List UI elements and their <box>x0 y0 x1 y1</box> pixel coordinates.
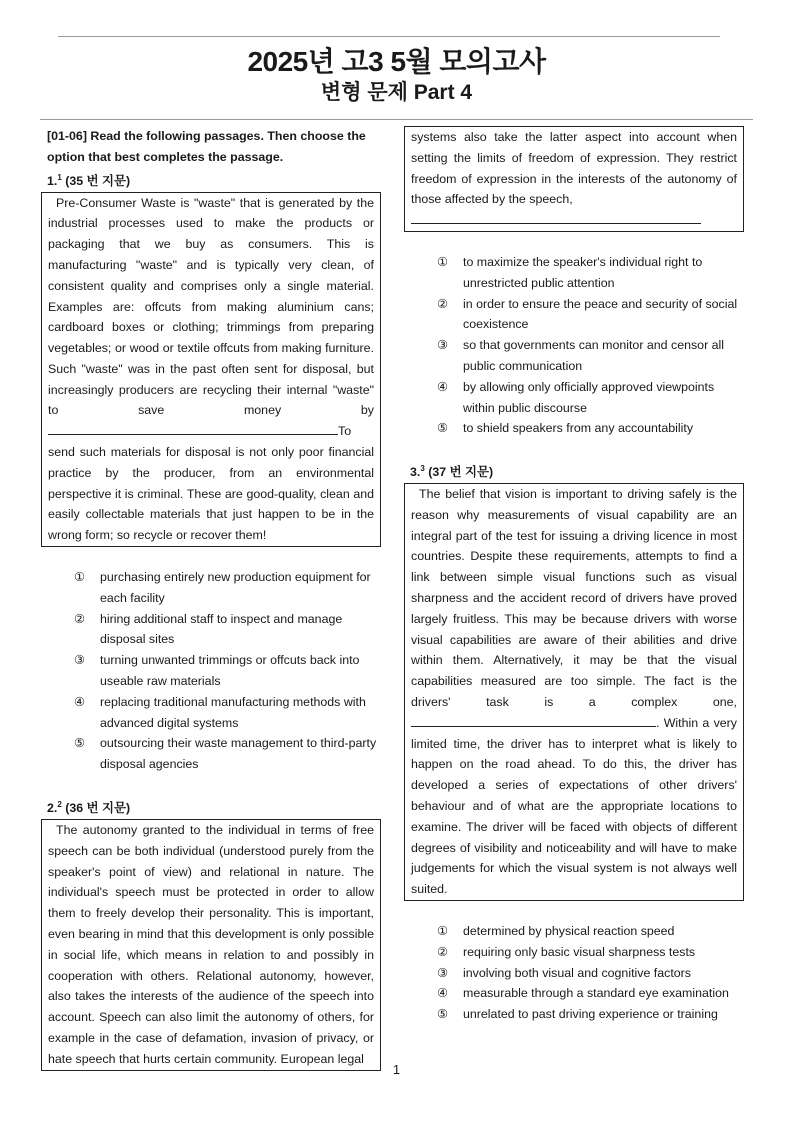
right-column <box>410 126 744 1025</box>
option-number: ⑤ <box>437 421 449 436</box>
question-1-heading <box>47 168 381 192</box>
option-text: measurable through a standard eye examination <box>463 986 729 1001</box>
option-number: ② <box>74 611 86 626</box>
option-text: unrelated to past driving experience or training <box>463 1007 718 1022</box>
answer-blank <box>48 421 338 435</box>
option-item[interactable] <box>410 377 744 419</box>
passage-text: The belief that vision is important to driving safely is the reason why measurements of visual capability are an integral part of the test for issuing a driving licence in most countries. Despite these requirements, attempts to find a link between simple visual functions such as visual sharpness and the accident record of drivers have proved largely fruitless. This may be because drivers with worse visual capabilities are aware of their abilities and drive within them. Alternatively, it may be that the visual capabilities measured are too simple. The fact is the drivers' task is a complex one, <box>411 487 737 710</box>
option-item[interactable] <box>410 921 744 942</box>
option-text: in order to ensure the peace and security of social coexistence <box>463 296 738 332</box>
option-number: ① <box>437 924 449 939</box>
question-2-passage-part-2 <box>404 126 744 232</box>
answer-blank <box>411 210 701 224</box>
passage-text: Pre-Consumer Waste is "waste" that is generated by the industrial processes used to make the products or packaging that we buy as consumers. This is manufacturing "waste" and is typically very clean, of consistent quality and comprises only a single material. Examples are: offcuts from making aluminium cans; cardboard boxes or clothing; trimmings from preparing vegetables; or wood or textile offcuts from making furniture. Such "waste" was in the past often sent for disposal, but increasingly producers are recycling their internal "waste" to save money by <box>48 195 374 418</box>
option-number: ① <box>437 254 449 269</box>
option-item[interactable] <box>410 1004 744 1025</box>
option-number: ④ <box>437 379 449 394</box>
question-3-heading <box>410 459 744 483</box>
option-text: requiring only basic visual sharpness tests <box>463 944 696 959</box>
question-number: 1. <box>47 173 58 188</box>
passage-text: The autonomy granted to the individual in terms of free speech can be both individual (understood purely from the speaker's point of view) and relational in nature. The individual's speech must be protected in order to allow them to freely develop their personality. This is important, even bearing in mind that this development is only possible in social life, which means in relation to and possibly in cooperation with others. Relational autonomy, however, also takes the interests of the audience of the speech into account. Speech can also limit the autonomy of others, for example in the case of defamation, invasion of privacy, or hate speech that hurts certain community. European legal <box>48 822 374 1066</box>
option-item[interactable] <box>410 252 744 294</box>
page-number: 1 <box>392 1062 401 1077</box>
option-number: ③ <box>437 965 449 980</box>
option-item[interactable] <box>410 963 744 984</box>
option-number: ① <box>74 570 86 585</box>
option-item[interactable] <box>410 418 744 439</box>
option-item[interactable] <box>47 692 381 734</box>
option-text: replacing traditional manufacturing methods with advanced digital systems <box>100 694 366 730</box>
option-item[interactable] <box>410 335 744 377</box>
option-number: ④ <box>437 986 449 1001</box>
footnote-mark: 3 <box>420 464 425 474</box>
option-number: ② <box>437 944 449 959</box>
question-1-passage <box>41 192 381 548</box>
passage-text: To send such materials for disposal is not only poor financial practice by the producer, from an environmental perspective it is criminal. These are good-quality, clean and easily collectable materials that just happen to be in the wrong form; so recycle or recover them! <box>48 424 374 543</box>
left-column <box>47 126 381 1071</box>
question-3-passage: The belief that vision is important to driving safely is the reason why measurements of visual capability are an integral part of the test for issuing a driving licence in most countries. Despite these requirements, attempts to find a link between simple visual functions such as visual sharpness and the accident record of drivers have proved largely fruitless. This may be because drivers with worse visual capabilities are aware of their abilities and drive within them. Alternatively, it may be that the visual capabilities measured are too simple. The fact is the drivers' task is a complex one, . Within a very limited time, the driver has to interpret what is likely to happen on the road ahead. To do this, the driver has developed a series of expectations of other drivers' behaviour and of what are the appropriate locations to examine. The driver will be faced with objects of different degrees of visibility and noticeability and will have to make judgements for which the visual system is not always well suited. <box>404 483 744 901</box>
question-1-options <box>47 567 381 775</box>
option-text: to maximize the speaker's individual right to unrestricted public attention <box>463 254 703 290</box>
footnote-mark: 1 <box>57 172 62 182</box>
option-text: to shield speakers from any accountability <box>463 421 694 436</box>
footnote-mark: 2 <box>57 800 62 810</box>
option-text: hiring additional staff to inspect and manage disposal sites <box>100 611 343 647</box>
question-source: (36 번 지문) <box>65 801 131 816</box>
question-2-options <box>410 252 744 439</box>
option-number: ③ <box>74 653 86 668</box>
answer-blank <box>411 713 656 727</box>
question-2-heading <box>47 795 381 819</box>
option-number: ④ <box>74 694 86 709</box>
option-number: ② <box>437 296 449 311</box>
option-item[interactable] <box>47 650 381 692</box>
option-text: turning unwanted trimmings or offcuts back into useable raw materials <box>100 653 360 689</box>
page-subtitle: 변형 문제 Part 4 <box>320 81 473 104</box>
header-rule-bottom <box>40 119 753 120</box>
option-number: ⑤ <box>74 736 86 751</box>
option-item[interactable] <box>410 942 744 963</box>
question-source: (37 번 지문) <box>428 465 494 480</box>
option-item[interactable] <box>410 983 744 1004</box>
option-item[interactable] <box>47 567 381 609</box>
passage-text: systems also take the latter aspect into account when setting the limits of freedom of expression. They restrict freedom of expression in the interests of the autonomy of those affected by the speech, <box>411 130 737 207</box>
option-text: outsourcing their waste management to third-party disposal agencies <box>100 736 377 772</box>
question-2-passage-part-1 <box>41 819 381 1071</box>
option-text: involving both visual and cognitive factors <box>463 965 691 980</box>
option-item[interactable] <box>47 733 381 775</box>
instructions: [01-06] Read the following passages. Then choose the option that best completes the passage. <box>47 129 366 164</box>
question-number: 2. <box>47 801 58 816</box>
option-number: ③ <box>437 338 449 353</box>
question-number: 3. <box>410 465 421 480</box>
option-item[interactable] <box>410 294 744 336</box>
option-text: determined by physical reaction speed <box>463 924 675 939</box>
option-text: purchasing entirely new production equipment for each facility <box>100 570 371 605</box>
header-rule-top <box>58 36 720 37</box>
passage-text: Within a very limited time, the driver has to interpret what is likely to happen on the road ahead. To do this, the driver has developed a series of expectations of other drivers' behaviour and of what are the appropriate locations to examine. The driver will be faced with objects of different degrees of visibility and noticeability and will have to make judgements for which the visual system is not always well suited. <box>411 715 737 897</box>
question-3-options <box>410 921 744 1025</box>
option-number: ⑤ <box>437 1007 449 1022</box>
page-title: 2025년 고3 5월 모의고사 <box>247 46 546 77</box>
option-item[interactable] <box>47 609 381 651</box>
question-source: (35 번 지문) <box>65 173 131 188</box>
option-text: so that governments can monitor and censor all public communication <box>463 338 725 373</box>
option-text: by allowing only officially approved viewpoints within public discourse <box>463 379 715 415</box>
